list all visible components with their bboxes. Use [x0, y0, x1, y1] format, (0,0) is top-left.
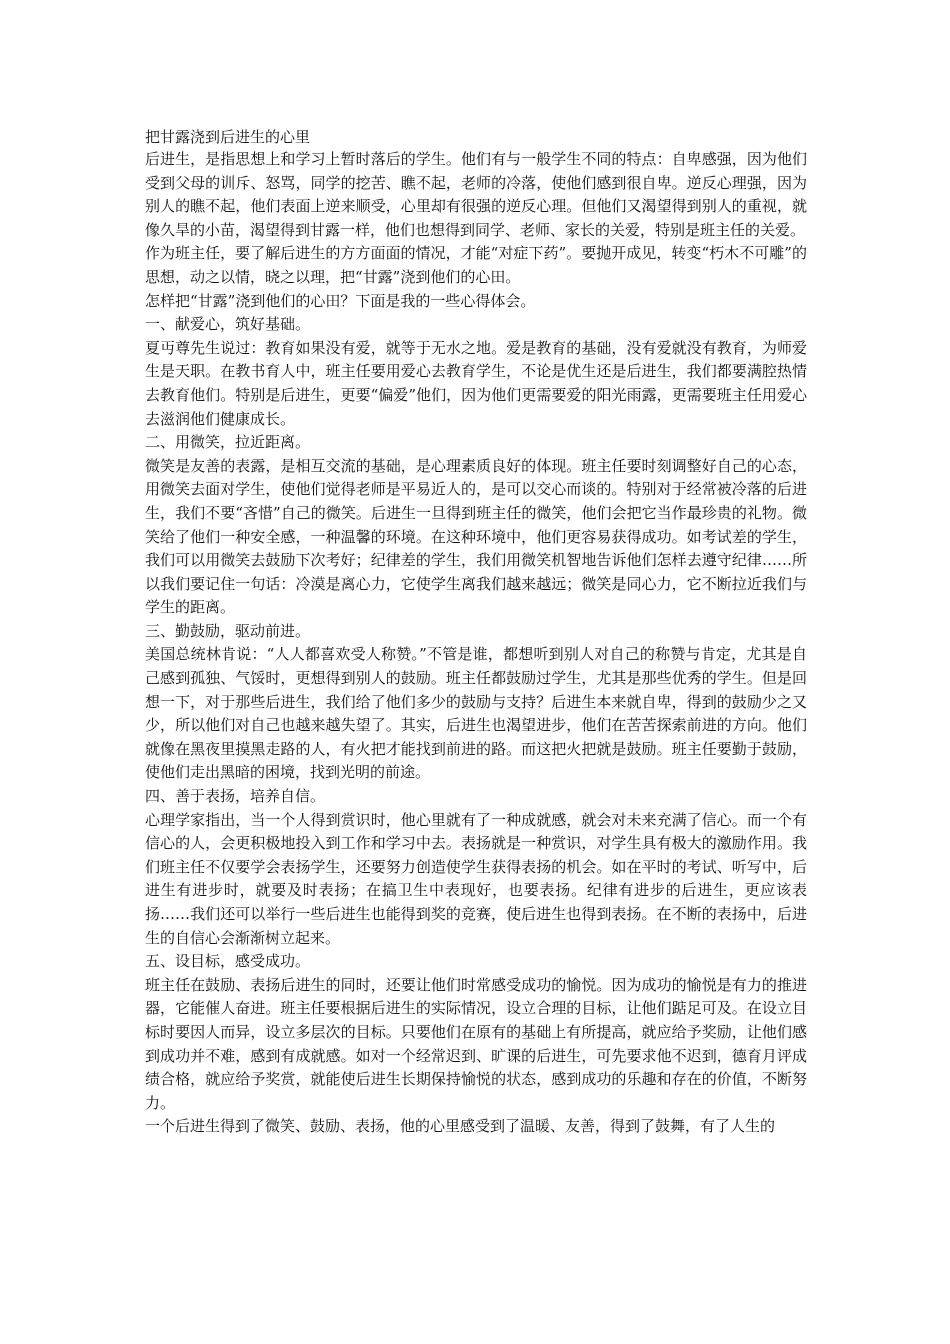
document-title: 把甘露浇到后进生的心里 [145, 128, 311, 146]
paragraph-closing: 一个后进生得到了微笑、鼓励、表扬，他的心里感受到了温暖、友善，得到了鼓舞，有了人生的 [145, 1117, 776, 1136]
paragraph-intro-3: 怎样把“甘露”浇到他们的心田？下面是我的一些心得体会。 [145, 291, 536, 310]
section-heading-3: 三、勤鼓励，驱动前进。 [145, 621, 311, 640]
paragraph-section-4: 心理学家指出，当一个人得到赏识时，他心里就有了一种成就感，就会对未来充满了信心。而一个有信心的人，会更积极地投入到工作和学习中去。表扬就是一种赏识，对学生具有极大的激励作用。我们班主任不仅要学会表扬学生，还要努力创造使学生获得表扬的机会。如在平时的考试、听写中，后进生有进步时，就要及时表扬；在搞卫生中表现好，也要表扬。纪律有进步的后进生，更应该表扬……我们还可以举行一些后进生也能得到奖的竞赛，使后进生也得到表扬。在不断的表扬中，后进生的自信心会渐渐树立起来。 [145, 810, 807, 947]
document-page [145, 126, 807, 1139]
paragraph-section-1: 夏丏尊先生说过：教育如果没有爱，就等于无水之地。爱是教育的基础，没有爱就没有教育，为师爱生是天职。在教书育人中，班主任要用爱心去教育学生，不论是优生还是后进生，我们都要满腔热情去教育他们。特别是后进生，更要“偏爱”他们，因为他们更需要爱的阳光雨露，更需要班主任用爱心去滋润他们健康成长。 [145, 338, 807, 428]
section-heading-5: 五、设目标，感受成功。 [145, 952, 311, 971]
section-heading-2: 二、用微笑，拉近距离。 [145, 433, 311, 452]
paragraph-intro-2: 作为班主任，要了解后进生的方方面面的情况，才能“对症下药”。要抛开成见，转变“朽木不可雕”的思想，动之以情，晓之以理，把“甘露”浇到他们的心田。 [145, 244, 807, 286]
paragraph-intro-1: 后进生，是指思想上和学习上暂时落后的学生。他们有与一般学生不同的特点：自卑感强，因为他们受到父母的训斥、怒骂，同学的挖苦、瞧不起，老师的冷落，使他们感到很自卑。逆反心理强，因为别人的瞧不起，他们表面上逆来顺受，心里却有很强的逆反心理。但他们又渴望得到别人的重视，就像久旱的小苗，渴望得到甘露一样，他们也想得到同学、老师、家长的关爱，特别是班主任的关爱。 [145, 150, 807, 239]
paragraph-section-3: 美国总统林肯说：“人人都喜欢受人称赞。”不管是谁，都想听到别人对自己的称赞与肯定，尤其是自己感到孤独、气馁时，更想得到别人的鼓励。班主任都鼓励过学生，尤其是那些优秀的学生。但是回想一下，对于那些后进生，我们给了他们多少的鼓励与支持？后进生本来就自卑，得到的鼓励少之又少，所以他们对自己也越来越失望了。其实，后进生也渴望进步，他们在苦苦探索前进的方向。他们就像在黑夜里摸黑走路的人，有火把才能找到前进的路。而这把火把就是鼓励。班主任要勤于鼓励，使他们走出黑暗的困境，找到光明的前途。 [145, 645, 807, 782]
paragraph-section-2: 微笑是友善的表露，是相互交流的基础，是心理素质良好的体现。班主任要时刻调整好自己的心态，用微笑去面对学生，使他们觉得老师是平易近人的，是可以交心而谈的。特别对于经常被冷落的后进生，我们不要“吝惜”自己的微笑。后进生一旦得到班主任的微笑，他们会把它当作最珍贵的礼物。微笑给了他们一种安全感，一种温馨的环境。在这种环境中，他们更容易获得成功。如考试差的学生，我们可以用微笑去鼓励下次考好；纪律差的学生，我们用微笑机智地告诉他们怎样去遵守纪律……所以我们要记住一句话：冷漠是离心力，它使学生离我们越来越远；微笑是同心力，它不断拉近我们与学生的距离。 [145, 456, 807, 617]
section-heading-1: 一、献爱心，筑好基础。 [145, 315, 311, 334]
section-heading-4: 四、善于表扬，培养自信。 [145, 787, 326, 806]
paragraph-section-5: 班主任在鼓励、表扬后进生的同时，还要让他们时常感受成功的愉悦。因为成功的愉悦是有力的推进器，它能催人奋进。班主任要根据后进生的实际情况，设立合理的目标，让他们踮足可及。在设立目标时要因人而异，设立多层次的目标。只要他们在原有的基础上有所提高，就应给予奖励，让他们感到成功并不难，感到有成就感。如对一个经常迟到、旷课的后进生，可先要求他不迟到，德育月评成绩合格，就应给予奖赏，就能使后进生长期保持愉悦的状态，感到成功的乐趣和存在的价值，不断努力。 [145, 975, 807, 1112]
